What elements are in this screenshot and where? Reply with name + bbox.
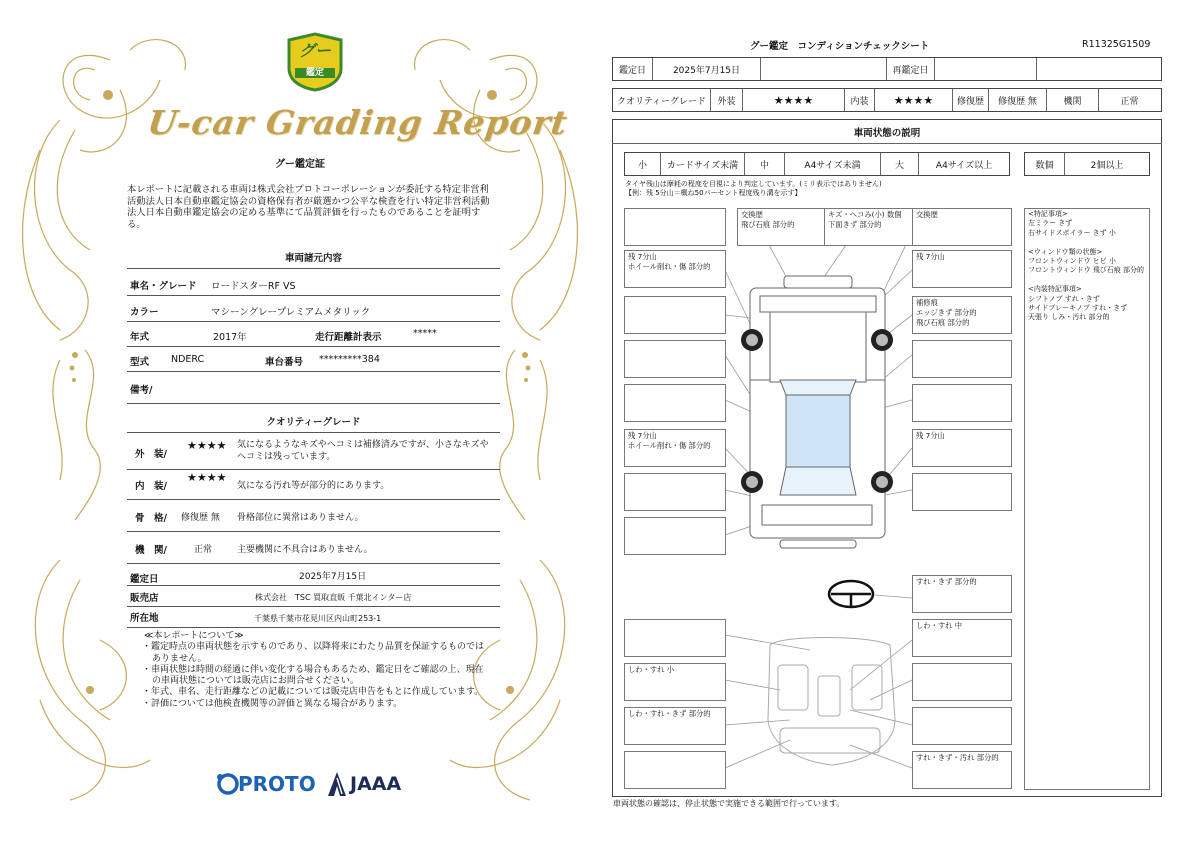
year-label: 年式 <box>130 332 150 343</box>
dealer-value: 株式会社 TSC 買取直販 千葉北インター店 <box>255 593 412 602</box>
engine-value: 正常 <box>1120 96 1139 107</box>
logo-badge-subtext: 鑑定 <box>305 68 324 78</box>
remarks-label: 備考/ <box>130 385 153 396</box>
exterior-label: 外 装/ <box>135 449 167 460</box>
specs-heading: 車両諸元内容 <box>284 253 342 264</box>
note-item: ・車両状態は時間の経過に伴い変化する場合もあるため、鑑定日をご確認の上、現在の車両状態については販売店にお問合せください。 <box>142 664 484 687</box>
engine-text: 主要機関に不具合はありません。 <box>237 545 373 555</box>
frame-value: 修復歴 無 <box>181 513 220 523</box>
sheet-id: R11325G1509 <box>1082 39 1151 50</box>
spec-row-model <box>127 347 500 372</box>
damage-box: すれ・きず・汚れ 部分的 <box>912 751 1012 789</box>
year-value: 2017年 <box>213 332 247 343</box>
ext-stars: ★★★★ <box>743 89 845 111</box>
damage-box: しわ・すれ 小 <box>624 663 726 701</box>
damage-box <box>912 384 1012 422</box>
damage-box <box>912 663 1012 701</box>
special-notes: <特記事項> 左ミラー きず 右サイドスポイラー きず 小 <ウィンドウ類の状態> フロントウィンドウ ヒビ 小 フロントウィンドウ 飛び石痕 部分的 <内装特記事項> シフトノブ すれ・きず サイドブレーキノブ すれ・きず 天張り しみ・汚れ 部分的 <box>1024 208 1150 790</box>
damage-box: 補修痕 エッジきず 部分的 飛び石痕 部分的 <box>912 296 1012 334</box>
grade-row-exterior <box>127 434 500 470</box>
damage-box <box>912 707 1012 745</box>
name-value: ロードスターRF VS <box>211 281 296 292</box>
damage-box: 残 7分山 <box>912 250 1012 288</box>
legend-large-desc: A4サイズ以上 <box>935 160 993 171</box>
sheet-title: グー鑑定 コンディションチェックシート <box>750 41 930 52</box>
legend-medium-desc: A4サイズ未満 <box>785 153 881 175</box>
note-item: ・鑑定時点の車両状態を示すものであり、以降将来にわたり品質を保証するものではありません。 <box>142 642 485 664</box>
damage-box <box>624 296 726 334</box>
redate-label: 再鑑定日 <box>887 58 935 80</box>
certificate-title: グー鑑定証 <box>275 159 325 170</box>
spec-row-name <box>127 270 500 296</box>
odo-label: 走行距離計表示 <box>315 332 382 343</box>
sheet-date-label: 鑑定日 <box>613 58 653 80</box>
dealer-label: 販売店 <box>130 593 159 604</box>
grade-row-engine <box>127 532 500 564</box>
tire-note-1: タイヤ残山は摩耗の程度を目視により判定しています。(ミリ表示ではありません) <box>625 180 882 188</box>
grade-row-frame <box>127 500 500 532</box>
damage-box: 残 7分山 <box>912 429 1012 467</box>
quality-heading: クオリティーグレード <box>266 417 361 428</box>
info-row-dealer <box>127 586 500 607</box>
damage-box: キズ・ヘコみ(小) 数個 下面きず 部分的 <box>824 208 928 246</box>
interior-text: 気になる汚れ等が部分的にあります。 <box>237 481 390 491</box>
sheet-footer-note: 車両状態の確認は、停止状態で実施できる範囲で行っています。 <box>613 799 845 808</box>
grade-row-interior <box>127 470 500 500</box>
color-value: マシーングレープレミアムメタリック <box>211 307 371 318</box>
name-label: 車名・グレード <box>130 281 197 292</box>
repair-label: 修復歴 <box>953 89 989 111</box>
frame-text: 骨格部位に異常はありません。 <box>237 513 364 523</box>
damage-box <box>624 384 726 422</box>
frame-label: 骨 格/ <box>135 513 167 524</box>
damage-box <box>624 751 726 789</box>
jaaa-logo: JAAA <box>350 773 402 795</box>
engine-label: 機 関/ <box>135 545 167 556</box>
ext-label: 外装 <box>711 89 743 111</box>
spec-row-color <box>127 296 500 322</box>
count-value: 2個以上 <box>1090 160 1124 171</box>
legend-small: 小 <box>625 153 661 175</box>
damage-box <box>624 517 726 555</box>
engine-label: 機関 <box>1047 89 1099 111</box>
int-label: 内装 <box>845 89 875 111</box>
repair-value: 修復歴 無 <box>989 89 1047 111</box>
logo-badge-text: グー <box>298 41 331 60</box>
spec-row-remarks <box>127 372 500 404</box>
info-row-address <box>127 607 500 628</box>
tire-note-2: 【例：残 5分山＝概ね50パーセント程度残り溝を示す】 <box>625 189 802 197</box>
model-value: NDERC <box>171 354 205 365</box>
exterior-text: 気になるようなキズやヘコミは補修済みですが、小さなキズやヘコミは残っています。 <box>237 440 489 462</box>
exterior-stars: ★★★★ <box>187 439 227 452</box>
interior-label: 内 装/ <box>135 481 167 492</box>
notes-heading: ≪本レポートについて≫ <box>144 631 244 641</box>
color-label: カラー <box>130 307 159 318</box>
interior-stars: ★★★★ <box>187 471 227 484</box>
note-item: ・年式、車名、走行距離などの記載については販売店申告をもとに作成しています。 <box>142 687 484 698</box>
certificate-intro: 本レポートに記載される車両は株式会社プロトコーポレーションが委託する特定非営利活動法人日本自動車鑑定協会の資格保有者が厳選かつ公平な検査を行い特定非営利活動法人日本自動車鑑定協会の定める基準にて品質評価を行ったものであることを証明する。 <box>127 184 490 230</box>
legend-medium: 中 <box>745 153 785 175</box>
damage-box: すれ・きず 部分的 <box>912 575 1012 613</box>
jaaa-logo-icon <box>326 770 348 798</box>
report-notes <box>142 631 492 710</box>
legend-small-desc: カードサイズ未満 <box>661 153 745 175</box>
damage-box: しわ・すれ 中 <box>912 619 1012 657</box>
spec-row-year <box>127 322 500 347</box>
legend-large: 大 <box>881 153 919 175</box>
damage-box <box>912 340 1012 378</box>
damage-box: 残 7分山 ホイール削れ・傷 部分的 <box>624 429 726 467</box>
report-script-title: U-car Grading Report <box>145 103 571 142</box>
chassis-label: 車台番号 <box>265 357 304 368</box>
model-label: 型式 <box>130 357 150 368</box>
damage-box: 交換歴 飛び石痕 部分的 <box>737 208 827 246</box>
damage-box <box>624 473 726 511</box>
sheet-date-value: 2025年7月15日 <box>653 58 761 80</box>
odo-value: ***** <box>413 328 437 339</box>
damage-box <box>624 340 726 378</box>
address-value: 千葉県千葉市花見川区内山町253-1 <box>254 614 382 623</box>
damage-box <box>912 473 1012 511</box>
int-stars: ★★★★ <box>875 89 953 111</box>
condition-heading: 車両状態の説明 <box>612 120 1162 144</box>
proto-logo: PROTO <box>238 772 316 796</box>
damage-box <box>624 619 726 657</box>
damage-box: しわ・すれ・きず 部分的 <box>624 707 726 745</box>
info-row-date <box>127 564 500 586</box>
damage-box: 残 7分山 ホイール削れ・傷 部分的 <box>624 250 726 288</box>
note-item: ・評価については他検査機関等の評価と異なる場合があります。 <box>142 698 403 709</box>
damage-box: 交換歴 <box>912 208 1012 246</box>
proto-logo-icon <box>216 773 240 795</box>
engine-value: 正常 <box>194 545 213 555</box>
address-label: 所在地 <box>130 613 159 624</box>
qg-label: クオリティーグレード <box>613 89 711 111</box>
date-value: 2025年7月15日 <box>299 572 367 582</box>
damage-box <box>624 208 726 246</box>
date-label: 鑑定日 <box>130 574 159 585</box>
count-label: 数個 <box>1025 153 1065 175</box>
chassis-value: *********384 <box>319 354 380 365</box>
condition-sheet-page <box>600 0 1200 848</box>
